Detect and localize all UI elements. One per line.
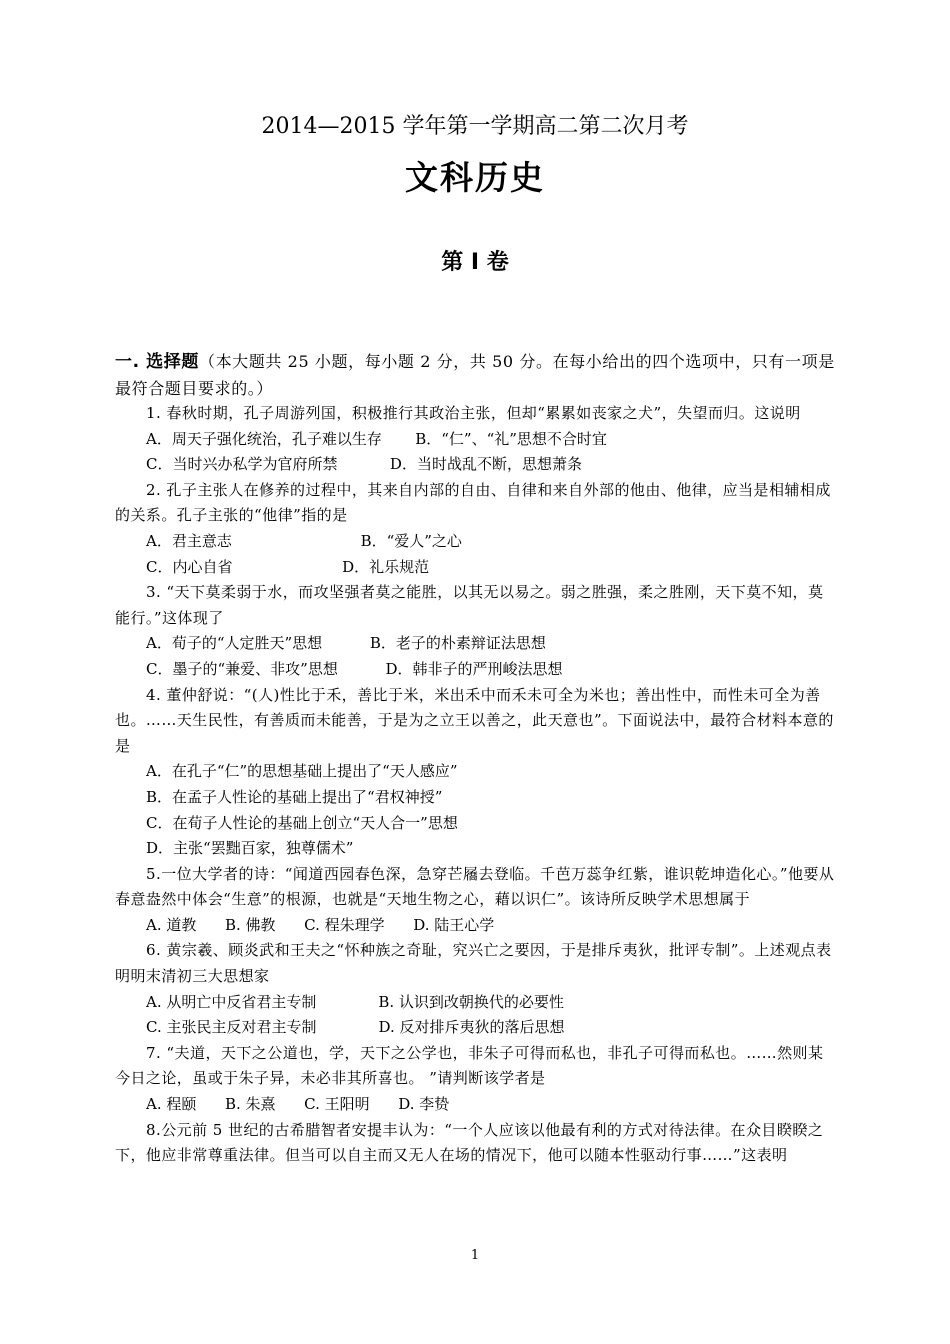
- answer-options: A．在孔子“仁”的思想基础上提出了“天人感应”: [146, 762, 458, 781]
- answer-options: A. 从明亡中反省君主专制 B. 认识到改朝换代的必要性: [146, 992, 564, 1011]
- question-stem: 3. “天下莫柔弱于水，而攻坚强者莫之能胜，以其无以易之。弱之胜强，柔之胜刚，天下莫不知，莫能行。”这体现了: [115, 583, 824, 627]
- answer-options: A．君主意志 B．“爱人”之心: [146, 531, 462, 550]
- answer-options: A．周天子强化统治，孔子难以生存 B．“仁”、“礼”思想不合时宜: [146, 429, 607, 448]
- answer-options: C．内心自省 D．礼乐规范: [146, 557, 430, 576]
- section-title: 一. 选择题: [115, 352, 199, 372]
- exam-title: 2014—2015 学年第一学期高二第二次月考: [261, 114, 689, 139]
- section-instructions: （本大题共 25 小题，每小题 2 分，共 50 分。在每小给出的四个选项中，只有一项是最符合题目要求的。）: [115, 352, 835, 398]
- answer-options: C. 主张民主反对君主专制 D. 反对排斥夷狄的落后思想: [146, 1018, 565, 1037]
- answer-options: B．在孟子人性论的基础上提出了“君权神授”: [146, 787, 443, 806]
- subject-title: 文科历史: [405, 158, 545, 197]
- answer-options: D．主张“罢黜百家，独尊儒术”: [146, 839, 354, 858]
- answer-options: C．在荀子人性论的基础上创立“天人合一”思想: [146, 813, 458, 832]
- answer-options: A．荀子的“人定胜天”思想 B．老子的朴素辩证法思想: [146, 634, 546, 653]
- question-stem: 2. 孔子主张人在修养的过程中，其来自内部的自由、自律和来自外部的他由、他律，应当是相辅相成的关系。孔子主张的“他律”指的是: [115, 480, 831, 525]
- question-stem: 1. 春秋时期，孔子周游列国，积极推行其政治主张，但却“累累如丧家之犬”，失望而归。这说明: [146, 404, 801, 422]
- page-number: 1: [470, 1248, 480, 1263]
- question-section: [115, 349, 838, 1169]
- question-list: [115, 401, 838, 1169]
- answer-options: A. 道教 B. 佛教 C. 程朱理学 D. 陆王心学: [146, 915, 495, 934]
- answer-options: C．墨子的“兼爱、非攻”思想 D．韩非子的严刑峻法思想: [146, 659, 563, 678]
- question-stem: 4. 董仲舒说：“(人)性比于禾，善比于米，米出禾中而禾未可全为米也；善出性中，而性未可全为善也。……天生民性，有善质而未能善，于是为之立王以善之，此天意也”。下面说法中，最符合材料本意的是: [115, 685, 834, 755]
- question-stem: 8.公元前 5 世纪的古希腊智者安提丰认为：“一个人应该以他最有利的方式对待法律。在众目睽睽之下，他应非常尊重法律。但当可以自主而又无人在场的情况下，他可以随本性驱动行事……”这表明: [115, 1120, 824, 1165]
- volume-heading: 第 I 卷: [441, 250, 509, 275]
- question-stem: 5.一位大学者的诗：“闻道西园春色深，急穿芒屩去登临。千芭万蕊争红紫，谁识乾坤造化心。”他要从春意盎然中体会“生意”的根源，也就是“天地生物之心，藉以识仁”。该诗所反映学术思想属于: [115, 864, 835, 909]
- answer-options: A. 程颐 B. 朱熹 C. 王阳明 D. 李贽: [146, 1095, 450, 1114]
- section-heading: [115, 349, 838, 401]
- answer-options: C．当时兴办私学为官府所禁 D．当时战乱不断，思想萧条: [146, 455, 582, 474]
- question-stem: 6. 黄宗羲、顾炎武和王夫之“怀种族之奇耻，究兴亡之要因，于是排斥夷狄，批评专制”。上述观点表明明末清初三大思想家: [115, 941, 832, 986]
- question-stem: 7. “夫道，天下之公道也，学，天下之公学也，非朱子可得而私也，非孔子可得而私也。……然则某今日之论，虽或于朱子异，未必非其所喜也。 ”请判断该学者是: [115, 1043, 824, 1088]
